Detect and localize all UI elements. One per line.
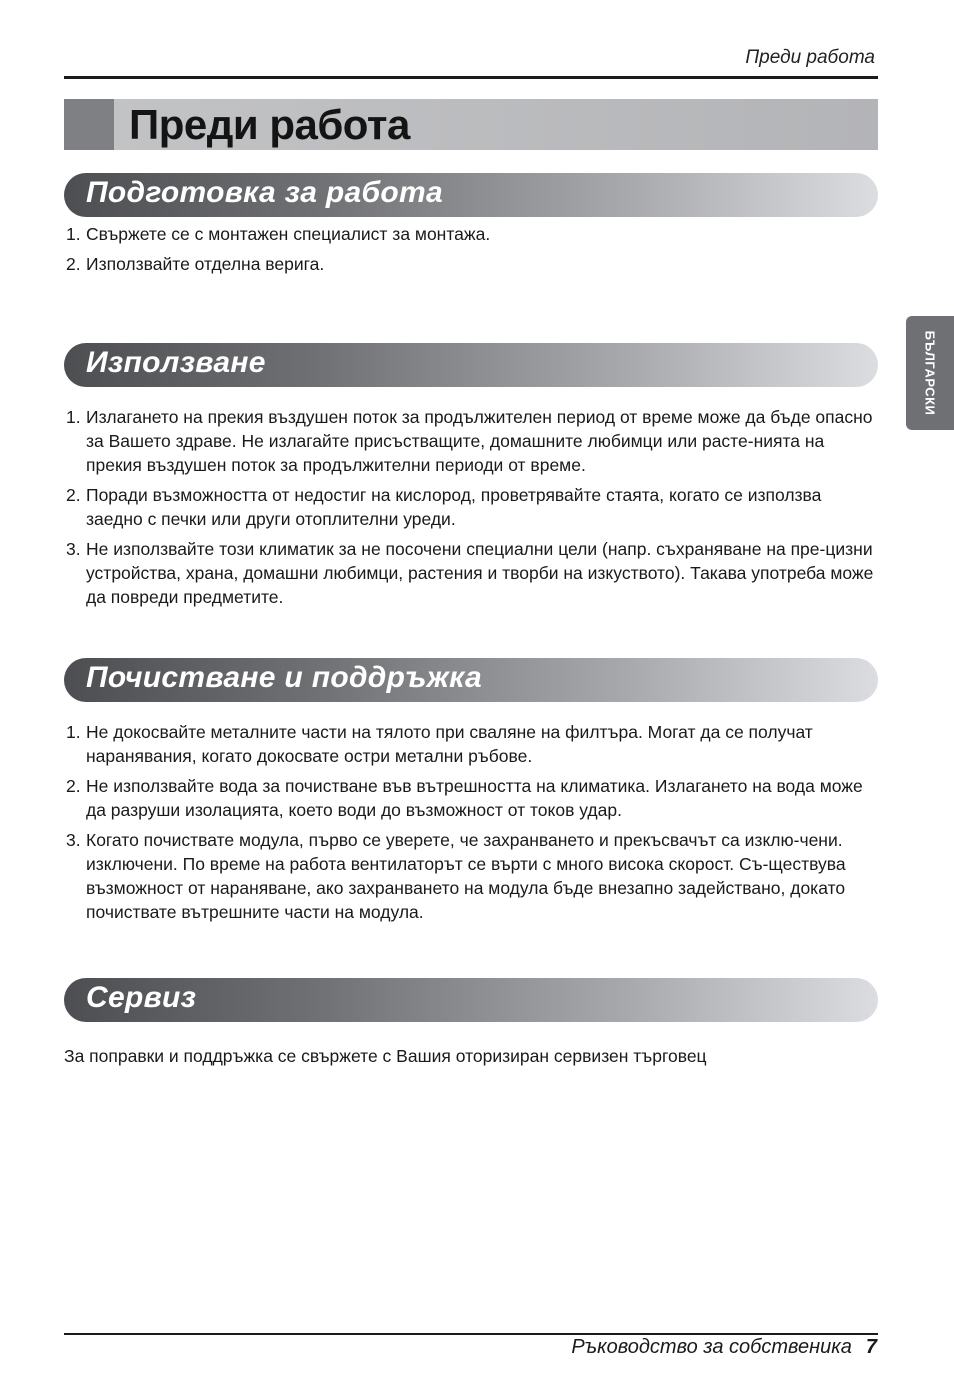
top-rule	[64, 76, 878, 79]
list-item: 2. Използвайте отделна верига.	[66, 254, 325, 274]
page-title-bar	[64, 99, 878, 150]
section-title: Подготовка за работа	[86, 176, 443, 209]
title-block-accent	[64, 99, 114, 150]
list-item: 1. Излагането на прекия въздушен поток за продължителен период от време може да бъде опасно за Вашето здраве. Не излагайте присъстващите, домашните любимци или расте-нията на прекия въздушен поток за продължителни периоди от време.	[66, 407, 873, 475]
list-item: 2. Не използвайте вода за почистване във вътрешността на климатика. Излагането на вода може да разруши изолацията, което води до възможност от токов удар.	[66, 776, 863, 820]
list-item: 1. Не докосвайте металните части на тялото при сваляне на филтъра. Могат да се получат наранявания, когато докосвате остри метални ръбове.	[66, 722, 813, 766]
footer	[571, 1336, 877, 1359]
section-title: Използване	[86, 346, 266, 379]
section-title: Почистване и поддръжка	[86, 661, 483, 694]
preparation-list	[64, 222, 878, 282]
usage-list	[64, 405, 878, 615]
list-item: 1. Свържете се с монтажен специалист за монтажа.	[66, 224, 491, 244]
page-title: Преди работа	[129, 101, 410, 148]
section-header-cleaning	[64, 658, 878, 702]
list-item: 3. Не използвайте този климатик за не посочени специални цели (напр. съхраняване на пре-цизни устройства, храна, домашни любимци, растения и творби на изкуството). Такава употреба може да повреди предметите.	[66, 539, 874, 607]
manual-title: Ръководство за собственика	[571, 1336, 852, 1358]
section-header-preparation	[64, 173, 878, 217]
section-header-service	[64, 978, 878, 1022]
list-item: 2. Поради възможността от недостиг на кислород, проветрявайте стаята, когато се използва заедно с печки или други отоплителни уреди.	[66, 485, 822, 529]
page-number: 7	[865, 1336, 877, 1358]
running-header: Преди работа	[745, 47, 875, 68]
list-item: 3. Когато почиствате модула, първо се уверете, че захранването и прекъсвачът са изклю-чени. изключени. По време на работа вентилаторът се върти с много висока скорост. Съ-ществува възможност от нараняване, ако захранването на модула бъде внезапно задействано, докато почиствате вътрешните части на модула.	[66, 830, 846, 922]
language-tab	[906, 316, 954, 430]
section-title: Сервиз	[86, 981, 197, 1014]
section-header-usage	[64, 343, 878, 387]
language-tab-label: БЪЛГАРСКИ	[922, 330, 938, 416]
cleaning-list	[64, 720, 878, 930]
bottom-rule	[64, 1333, 878, 1335]
service-text: За поправки и поддръжка се свържете с Вашия оторизиран сервизен търговец	[64, 1046, 707, 1066]
